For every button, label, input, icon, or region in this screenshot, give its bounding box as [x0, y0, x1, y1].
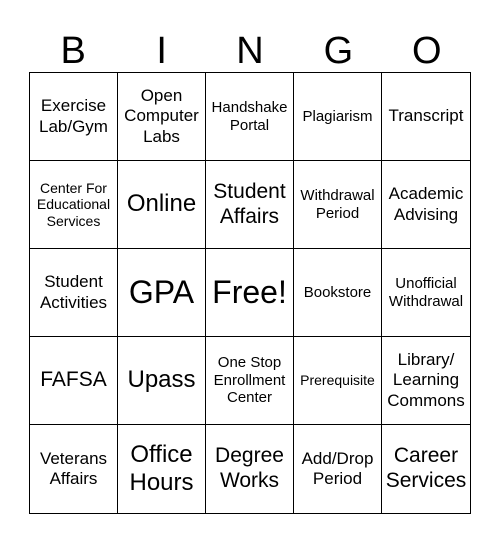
- bingo-cell[interactable]: Student Activities: [30, 249, 118, 337]
- bingo-cell[interactable]: Prerequisite: [294, 337, 382, 425]
- bingo-cell[interactable]: Exercise Lab/Gym: [30, 73, 118, 161]
- bingo-cell[interactable]: Veterans Affairs: [30, 425, 118, 513]
- bingo-cell[interactable]: Plagiarism: [294, 73, 382, 161]
- header-letter-o: O: [412, 29, 442, 72]
- bingo-cell[interactable]: Academic Advising: [382, 161, 470, 249]
- bingo-cell[interactable]: GPA: [118, 249, 206, 337]
- bingo-cell[interactable]: Office Hours: [118, 425, 206, 513]
- bingo-cell[interactable]: Unofficial Withdrawal: [382, 249, 470, 337]
- bingo-cell[interactable]: Bookstore: [294, 249, 382, 337]
- bingo-cell[interactable]: Withdrawal Period: [294, 161, 382, 249]
- bingo-cell-free[interactable]: Free!: [206, 249, 294, 337]
- bingo-cell[interactable]: Career Services: [385, 444, 467, 492]
- bingo-cell[interactable]: Library/ Learning Commons: [382, 337, 470, 425]
- bingo-cell[interactable]: Open Computer Labs: [118, 73, 206, 161]
- header-letter-i: I: [156, 29, 167, 72]
- bingo-cell[interactable]: Handshake Portal: [206, 73, 294, 161]
- bingo-cell[interactable]: Add/Drop Period: [294, 425, 382, 513]
- bingo-cell[interactable]: Upass: [118, 337, 206, 425]
- bingo-cell[interactable]: FAFSA: [30, 337, 118, 425]
- bingo-cell[interactable]: One Stop Enrollment Center: [206, 337, 294, 425]
- bingo-header: [29, 28, 471, 74]
- header-letter-n: N: [236, 29, 264, 72]
- header-letter-g: G: [323, 29, 354, 72]
- bingo-board: [29, 72, 471, 514]
- bingo-cell[interactable]: Student Affairs: [206, 161, 294, 249]
- bingo-cell[interactable]: Online: [118, 161, 206, 249]
- header-letter-b: B: [60, 29, 86, 72]
- bingo-cell[interactable]: Degree Works: [206, 425, 294, 513]
- bingo-cell[interactable]: Center For Educational Services: [30, 161, 118, 249]
- bingo-cell[interactable]: Transcript: [382, 73, 470, 161]
